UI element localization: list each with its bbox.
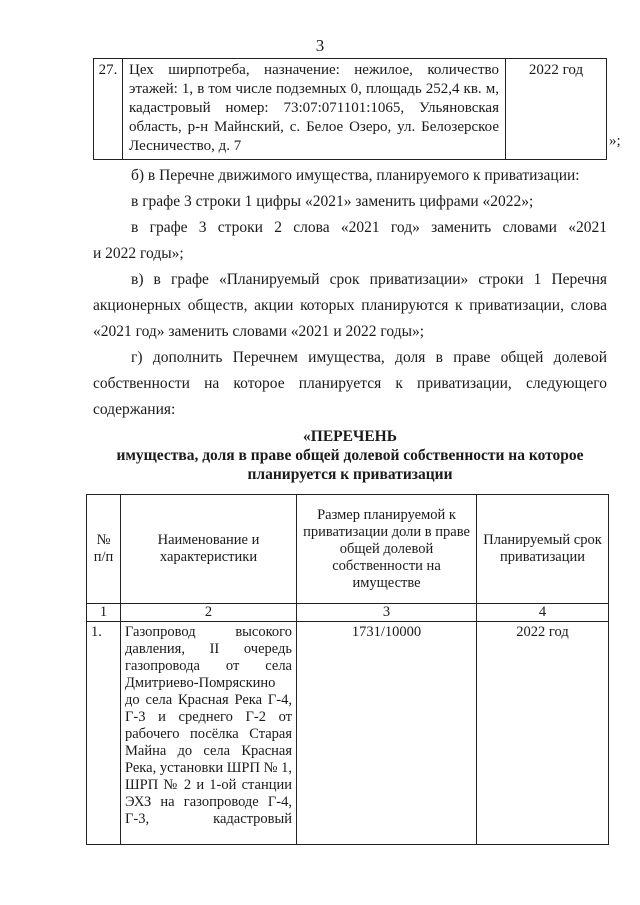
property-description: Цех ширпотреба, назначение: нежилое, количество этажей: 1, в том числе подземных 0, площадь 252,4 кв. м, кадастровый номер: 73:07:071101:1065, Ульяновская область, р-н Майнский, с. Белое Озеро, ул. Белозерское Лесничество, д. 7 <box>123 59 506 160</box>
paragraph-g-cont: собственности на которое планируется к приватизации, следующего <box>93 375 607 392</box>
paragraph-g: г) дополнить Перечнем имущества, доля в праве общей долевой <box>131 349 607 366</box>
row-number: 1. <box>87 622 121 845</box>
paragraph-v: в) в графе «Планируемый срок приватизации» строки 1 Перечня <box>131 271 607 288</box>
paragraph-v-cont: акционерных обществ, акции которых планируются к приватизации, слова <box>93 297 607 314</box>
paragraph-v-end: «2021 год» заменить словами «2021 и 2022 годы»; <box>93 323 425 340</box>
paragraph-g-end: содержания: <box>93 401 176 418</box>
table-row <box>87 622 609 845</box>
closing-quote: »; <box>609 133 621 149</box>
column-number: 3 <box>297 604 477 622</box>
privatization-term: 2022 год <box>477 622 609 845</box>
header-num: № п/п <box>87 495 121 604</box>
table-header-row <box>87 495 609 604</box>
paragraph-b-2-end: и 2022 годы»; <box>93 245 184 262</box>
column-number: 1 <box>87 604 121 622</box>
property-table-continuation <box>93 58 607 160</box>
column-number: 4 <box>477 604 609 622</box>
column-number: 2 <box>121 604 297 622</box>
privatization-year: 2022 год <box>506 59 607 160</box>
paragraph-b-1: в графе 3 строки 1 цифры «2021» заменить цифрами «2022»; <box>131 193 534 210</box>
list-heading-subtitle-end: планируется к приватизации <box>247 466 453 483</box>
row-number: 27. <box>94 59 123 160</box>
header-name: Наименование и характеристики <box>121 495 297 604</box>
property-share-table <box>86 494 609 845</box>
list-heading-title: «ПЕРЕЧЕНЬ <box>303 428 397 445</box>
share-size: 1731/10000 <box>297 622 477 845</box>
header-share: Размер планируемой к приватизации доли в праве общей долевой собственности на имуществе <box>297 495 477 604</box>
paragraph-b-2: в графе 3 строки 2 слова «2021 год» заменить словами «2021 <box>131 219 607 236</box>
table-row <box>94 59 607 160</box>
header-term: Планируемый срок приватизации <box>477 495 609 604</box>
page-number: 3 <box>315 36 325 55</box>
paragraph-b: б) в Перечне движимого имущества, планируемого к приватизации: <box>131 167 580 184</box>
column-numbers-row <box>87 604 609 622</box>
property-name: Газопровод высокого давления, II очередь газопровода от села Дмитриево-Помряскино до села Красная Река Г-4, Г-3 и среднего Г-2 от рабочего посёлка Старая Майна до села Красная Река, установки ШРП № 1, ШРП № 2 и 1-ой станции ЭХЗ на газопроводе Г-4, Г-3, кадастровый <box>121 622 297 845</box>
list-heading-subtitle: имущества, доля в праве общей долевой собственности на которое <box>116 447 584 464</box>
